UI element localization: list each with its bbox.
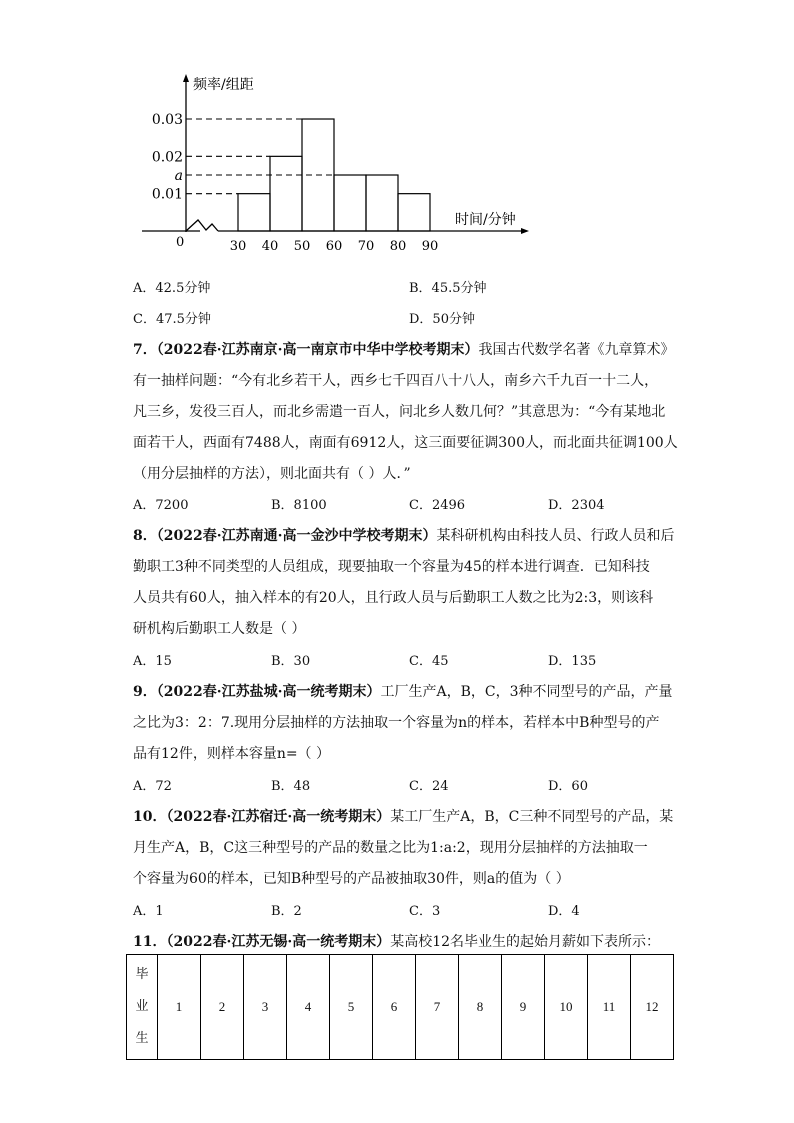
table-cell: 5 <box>330 955 373 1060</box>
q7-line-5: （用分层抽样的方法），则北面共有（ ）人．” <box>133 466 411 482</box>
q7-line-3: 凡三乡，发役三百人，而北乡需遣一百人，问北乡人数几何？”其意思为：“今有某地北 <box>133 404 666 420</box>
q7-option-d[interactable]: D．2304 <box>548 498 605 513</box>
y-tick-label: a <box>174 168 183 185</box>
q8-number: 8． <box>133 528 157 544</box>
q6-option-c[interactable]: C．47.5分钟 <box>133 312 211 327</box>
q10-line-3: 个容量为60的样本，已知B种型号的产品被抽取30件，则a的值为（ ） <box>133 871 570 887</box>
origin-label: 0 <box>176 235 185 250</box>
header-char: 生 <box>135 1031 149 1046</box>
q10-option-b[interactable]: B．2 <box>271 904 302 919</box>
q7-line-2: 有一抽样问题：“今有北乡若干人，西乡七千四百八十八人，南乡六千九百一十二人， <box>133 373 659 389</box>
table-header-cell <box>127 955 158 1060</box>
x-tick-label: 40 <box>261 239 279 254</box>
histogram-bar <box>238 194 270 231</box>
table-cell: 9 <box>502 955 545 1060</box>
q8-line-3: 人员共有60人，抽入样本的有20人，且行政人员与后勤职工人数之比为2:3，则该科 <box>133 590 654 606</box>
q10-option-d[interactable]: D．4 <box>548 904 580 919</box>
q11-line-1 <box>133 931 660 951</box>
histogram-bar <box>366 175 398 231</box>
graduate-salary-table <box>126 954 674 1060</box>
q9-text-1: 工厂生产A，B，C，3种不同型号的产品，产量 <box>380 684 673 700</box>
x-axis-label: 时间/分钟 <box>455 212 516 228</box>
histogram-bar <box>398 194 430 231</box>
x-tick-label: 60 <box>325 239 343 254</box>
q8-option-a[interactable]: A．15 <box>133 654 172 669</box>
q8-option-b[interactable]: B．30 <box>271 654 311 669</box>
x-axis-arrow <box>521 228 529 234</box>
q11-source: （2022春·江苏无锡·高一统考期末） <box>166 934 391 950</box>
header-char: 毕 <box>135 967 149 982</box>
histogram-bar <box>334 175 366 231</box>
header-char: 业 <box>135 999 149 1014</box>
q11-text-1: 某高校12名毕业生的起始月薪如下表所示： <box>390 934 661 950</box>
q8-text-1: 某科研机构由科技人员、行政人员和后 <box>436 528 675 544</box>
q10-option-c[interactable]: C．3 <box>409 904 441 919</box>
q8-source: （2022春·江苏南通·高一金沙中学校考期末） <box>156 528 437 544</box>
table-cell: 4 <box>287 955 330 1060</box>
table-cell: 11 <box>588 955 631 1060</box>
table-row <box>127 955 674 1060</box>
histogram-bar <box>270 156 302 231</box>
q6-option-d[interactable]: D．50分钟 <box>409 312 475 327</box>
y-tick-label: 0.03 <box>151 112 183 129</box>
q9-line-2: 之比为3：2：7.现用分层抽样的方法抽取一个容量为n的样本，若样本中B种型号的产 <box>133 715 660 731</box>
q10-line-2: 月生产A，B，C这三种型号的产品的数量之比为1:a:2，现用分层抽样的方法抽取一 <box>133 840 648 856</box>
table-cell: 2 <box>201 955 244 1060</box>
x-tick-label: 70 <box>357 239 375 254</box>
q9-option-a[interactable]: A．72 <box>133 779 172 794</box>
q8-option-d[interactable]: D．135 <box>548 654 597 669</box>
q10-source: （2022春·江苏宿迁·高一统考期末） <box>166 809 391 825</box>
q9-line-3: 品有12件，则样本容量n=（ ） <box>133 746 331 762</box>
y-axis-label: 频率/组距 <box>193 77 254 93</box>
y-axis-arrow <box>183 74 189 82</box>
q9-line-1 <box>133 681 673 701</box>
q7-option-c[interactable]: C．2496 <box>409 498 466 513</box>
q7-option-a[interactable]: A．7200 <box>133 498 189 513</box>
q7-text-1: 我国古代数学名著《九章算术》 <box>478 342 675 358</box>
q7-line-4: 面若干人，西面有7488人，南面有6912人，这三面要征调300人，而北面共征调100人 <box>133 435 678 451</box>
q8-option-c[interactable]: C．45 <box>409 654 449 669</box>
x-tick-label: 50 <box>293 239 311 254</box>
table-cell: 6 <box>373 955 416 1060</box>
x-tick-label: 90 <box>421 239 439 254</box>
q10-option-a[interactable]: A．1 <box>133 904 164 919</box>
table-cell: 1 <box>158 955 201 1060</box>
y-tick-label: 0.02 <box>151 149 183 166</box>
q8-line-1 <box>133 525 674 545</box>
q9-option-d[interactable]: D．60 <box>548 779 588 794</box>
q9-source: （2022春·江苏盐城·高一统考期末） <box>156 684 381 700</box>
q8-line-2: 勤职工3种不同类型的人员组成，现要抽取一个容量为45的样本进行调查．已知科技 <box>133 559 650 575</box>
table-cell: 7 <box>416 955 459 1060</box>
q7-source: （2022春·江苏南京·高一南京市中华中学校考期末） <box>156 342 479 358</box>
table-cell: 3 <box>244 955 287 1060</box>
q7-option-b[interactable]: B．8100 <box>271 498 327 513</box>
q6-option-b[interactable]: B．45.5分钟 <box>409 281 487 296</box>
q10-line-1 <box>133 806 673 826</box>
q9-option-c[interactable]: C．24 <box>409 779 449 794</box>
q6-option-a[interactable]: A．42.5分钟 <box>133 281 211 296</box>
table-cell: 12 <box>631 955 674 1060</box>
x-tick-label: 80 <box>389 239 407 254</box>
table-cell: 8 <box>459 955 502 1060</box>
axis-break-mark <box>186 220 218 231</box>
table-cell: 10 <box>545 955 588 1060</box>
q7-number: 7． <box>133 342 157 358</box>
q9-number: 9． <box>133 684 157 700</box>
q7-line-1 <box>133 339 674 359</box>
q9-option-b[interactable]: B．48 <box>271 779 311 794</box>
q8-line-4: 研机构后勤职工人数是（ ） <box>133 621 306 637</box>
x-tick-label: 30 <box>229 239 247 254</box>
q11-number: 11． <box>133 934 167 950</box>
q10-number: 10． <box>133 809 167 825</box>
y-tick-label: 0.01 <box>151 186 183 203</box>
q10-text-1: 某工厂生产A，B，C三种不同型号的产品，某 <box>390 809 674 825</box>
histogram-chart <box>0 0 794 260</box>
